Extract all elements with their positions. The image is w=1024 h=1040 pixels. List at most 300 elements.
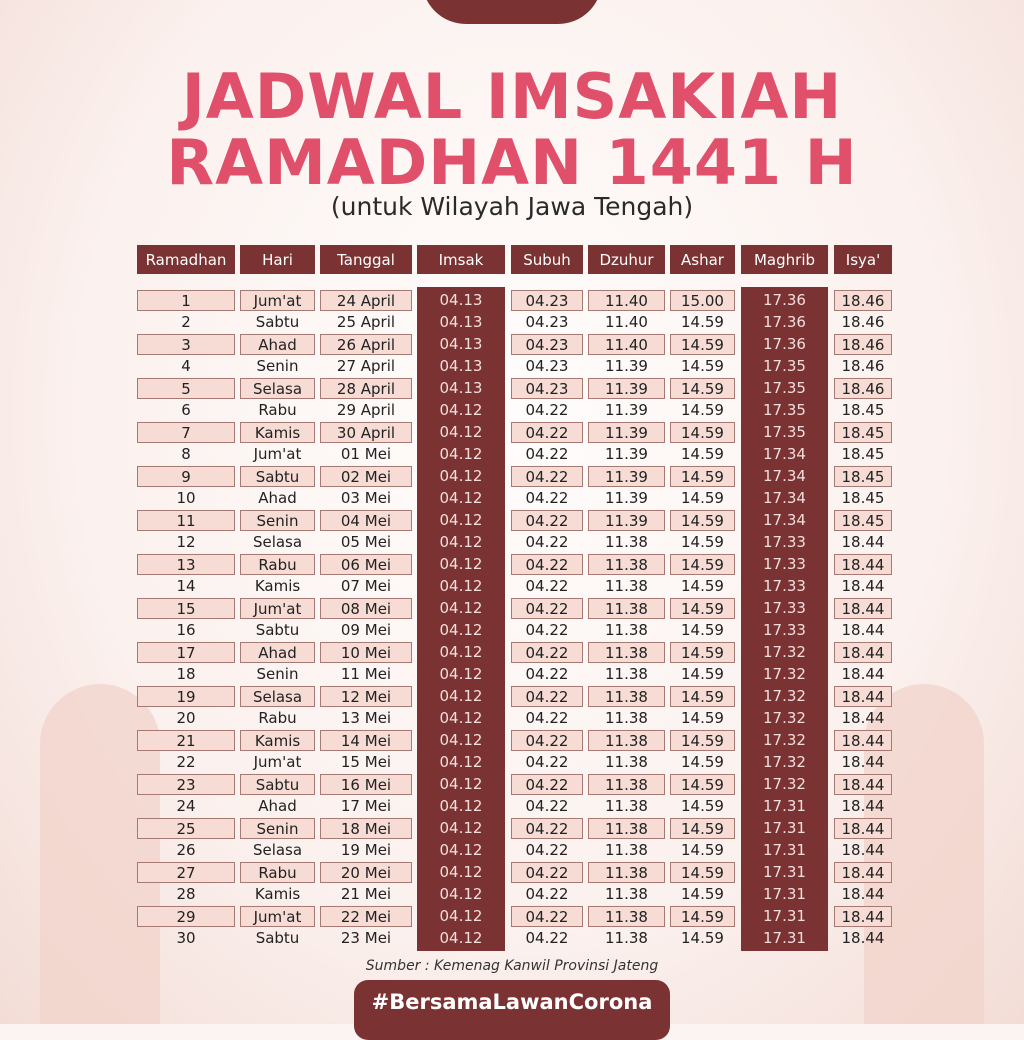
cell-subuh: 04.23 [525,357,569,375]
cell-imsak: 04.12 [439,643,483,661]
cell-ramadhan: 7 [137,422,235,443]
cell-imsak: 04.12 [439,467,483,485]
cell-maghrib: 17.33 [763,555,806,573]
cell-maghrib: 17.34 [763,467,806,485]
cell-hari: Ahad [258,489,297,507]
cell-subuh: 04.22 [511,554,583,575]
cell-maghrib: 17.31 [763,841,806,859]
cell-tanggal: 23 Mei [340,929,392,947]
cell-subuh: 04.22 [525,577,569,595]
cell-isya: 18.44 [834,642,892,663]
cell-tanggal: 27 April [336,357,396,375]
table-row [0,620,1024,642]
cell-hari: Senin [240,818,315,839]
cell-ashar: 14.59 [670,466,735,487]
cell-isya: 18.45 [841,401,885,419]
cell-ashar: 14.59 [681,841,724,859]
cell-subuh: 04.23 [511,378,583,399]
cell-maghrib: 17.33 [763,577,806,595]
cell-hari: Sabtu [240,774,315,795]
cell-imsak: 04.12 [439,753,483,771]
cell-maghrib: 17.35 [763,423,806,441]
cell-maghrib: 17.35 [763,401,806,419]
cell-maghrib: 17.32 [763,643,806,661]
cell-dzuhur: 11.38 [588,642,665,663]
cell-dzuhur: 11.38 [605,577,648,595]
table-row [0,686,1024,708]
cell-ashar: 14.59 [670,598,735,619]
cell-maghrib: 17.36 [763,291,806,309]
cell-ashar: 14.59 [670,862,735,883]
title-line-2: RAMADHAN 1441 H [166,126,858,199]
cell-ramadhan: 17 [137,642,235,663]
header-ashar: Ashar [670,245,735,274]
cell-subuh: 04.22 [525,401,569,419]
cell-hari: Ahad [258,797,297,815]
cell-imsak: 04.12 [439,841,483,859]
cell-ashar: 14.59 [670,818,735,839]
cell-subuh: 04.22 [525,489,569,507]
table-row [0,862,1024,884]
cell-ashar: 14.59 [670,554,735,575]
cell-isya: 18.44 [841,841,885,859]
cell-ramadhan: 12 [176,533,196,551]
cell-ashar: 14.59 [681,665,724,683]
cell-hari: Rabu [240,862,315,883]
cell-maghrib: 17.33 [763,621,806,639]
table-row [0,466,1024,488]
cell-isya: 18.45 [834,422,892,443]
table-row [0,796,1024,818]
cell-imsak: 04.13 [439,357,483,375]
cell-imsak: 04.13 [439,313,483,331]
table-row [0,554,1024,576]
cell-subuh: 04.22 [525,885,569,903]
cell-ashar: 14.59 [670,422,735,443]
cell-maghrib: 17.31 [763,929,806,947]
table-row [0,312,1024,334]
cell-imsak: 04.12 [439,907,483,925]
cell-ashar: 14.59 [681,313,724,331]
cell-dzuhur: 11.38 [588,818,665,839]
cell-subuh: 04.22 [525,445,569,463]
cell-dzuhur: 11.38 [605,709,648,727]
cell-tanggal: 25 April [336,313,396,331]
cell-maghrib: 17.32 [763,709,806,727]
cell-isya: 18.45 [834,466,892,487]
cell-maghrib: 17.34 [763,445,806,463]
cell-maghrib: 17.34 [763,489,806,507]
cell-maghrib: 17.32 [763,775,806,793]
cell-tanggal: 01 Mei [340,445,392,463]
cell-subuh: 04.22 [525,797,569,815]
cell-subuh: 04.22 [511,510,583,531]
table-row [0,510,1024,532]
table-row [0,576,1024,598]
cell-isya: 18.44 [834,730,892,751]
cell-isya: 18.44 [841,577,885,595]
cell-isya: 18.45 [841,489,885,507]
table-row [0,906,1024,928]
cell-ramadhan: 24 [176,797,196,815]
cell-ramadhan: 8 [181,445,191,463]
cell-ashar: 14.59 [681,445,724,463]
cell-maghrib: 17.32 [763,731,806,749]
cell-tanggal: 29 April [336,401,396,419]
cell-tanggal: 05 Mei [340,533,392,551]
cell-ashar: 14.59 [681,357,724,375]
cell-hari: Rabu [240,554,315,575]
cell-imsak: 04.12 [439,731,483,749]
cell-ramadhan: 14 [176,577,196,595]
cell-dzuhur: 11.39 [588,466,665,487]
cell-hari: Selasa [252,533,303,551]
table-row [0,840,1024,862]
cell-tanggal: 03 Mei [340,489,392,507]
cell-tanggal: 30 April [320,422,412,443]
cell-ashar: 14.59 [681,489,724,507]
cell-dzuhur: 11.39 [605,357,648,375]
header-maghrib: Maghrib [741,245,828,274]
cell-ashar: 14.59 [681,753,724,771]
cell-tanggal: 04 Mei [320,510,412,531]
cell-dzuhur: 11.38 [588,862,665,883]
cell-dzuhur: 11.38 [588,774,665,795]
cell-ashar: 14.59 [681,929,724,947]
cell-ashar: 14.59 [670,334,735,355]
cell-isya: 18.46 [841,313,885,331]
cell-ramadhan: 1 [137,290,235,311]
cell-dzuhur: 11.38 [605,665,648,683]
cell-imsak: 04.12 [439,775,483,793]
cell-imsak: 04.12 [439,819,483,837]
cell-isya: 18.44 [834,906,892,927]
cell-tanggal: 28 April [320,378,412,399]
cell-hari: Ahad [240,642,315,663]
cell-hari: Kamis [254,577,301,595]
subtitle: (untuk Wilayah Jawa Tengah) [330,192,694,221]
cell-subuh: 04.22 [511,818,583,839]
cell-maghrib: 17.33 [763,599,806,617]
table-row [0,752,1024,774]
cell-hari: Kamis [240,730,315,751]
cell-ramadhan: 11 [137,510,235,531]
cell-imsak: 04.12 [439,709,483,727]
cell-isya: 18.46 [841,357,885,375]
cell-hari: Jum'at [240,906,315,927]
cell-hari: Sabtu [255,313,300,331]
cell-ramadhan: 30 [176,929,196,947]
cell-hari: Jum'at [253,445,302,463]
top-dome-ornament [422,0,602,24]
cell-tanggal: 17 Mei [340,797,392,815]
table-row [0,290,1024,312]
cell-hari: Selasa [252,841,303,859]
cell-imsak: 04.12 [439,511,483,529]
table-row [0,730,1024,752]
cell-dzuhur: 11.38 [605,621,648,639]
cell-tanggal: 02 Mei [320,466,412,487]
cell-hari: Senin [240,510,315,531]
cell-dzuhur: 11.38 [605,841,648,859]
cell-ramadhan: 22 [176,753,196,771]
cell-hari: Sabtu [255,929,300,947]
cell-tanggal: 19 Mei [340,841,392,859]
cell-ashar: 14.59 [670,642,735,663]
cell-subuh: 04.22 [525,665,569,683]
cell-imsak: 04.13 [439,379,483,397]
cell-tanggal: 07 Mei [340,577,392,595]
cell-subuh: 04.22 [525,929,569,947]
title-line-1: JADWAL IMSAKIAH [181,60,843,133]
cell-dzuhur: 11.38 [605,885,648,903]
cell-imsak: 04.12 [439,863,483,881]
cell-subuh: 04.22 [511,862,583,883]
cell-isya: 18.44 [841,533,885,551]
header-dzuhur: Dzuhur [588,245,665,274]
cell-ashar: 14.59 [681,577,724,595]
cell-subuh: 04.22 [511,730,583,751]
table-row [0,928,1024,950]
cell-dzuhur: 11.40 [588,290,665,311]
cell-maghrib: 17.31 [763,863,806,881]
cell-imsak: 04.12 [439,599,483,617]
cell-ashar: 14.59 [681,621,724,639]
cell-subuh: 04.22 [511,906,583,927]
cell-tanggal: 10 Mei [320,642,412,663]
cell-subuh: 04.22 [525,753,569,771]
cell-tanggal: 09 Mei [340,621,392,639]
cell-maghrib: 17.31 [763,907,806,925]
cell-maghrib: 17.35 [763,357,806,375]
cell-dzuhur: 11.38 [605,533,648,551]
cell-tanggal: 22 Mei [320,906,412,927]
cell-isya: 18.44 [841,929,885,947]
cell-isya: 18.44 [834,686,892,707]
cell-imsak: 04.12 [439,445,483,463]
cell-tanggal: 20 Mei [320,862,412,883]
cell-ramadhan: 10 [176,489,196,507]
cell-ramadhan: 21 [137,730,235,751]
cell-hari: Senin [256,357,299,375]
cell-isya: 18.44 [834,554,892,575]
cell-dzuhur: 11.38 [605,753,648,771]
cell-ramadhan: 13 [137,554,235,575]
cell-hari: Jum'at [240,598,315,619]
cell-dzuhur: 11.39 [588,422,665,443]
cell-hari: Ahad [240,334,315,355]
cell-dzuhur: 11.38 [605,929,648,947]
cell-imsak: 04.12 [439,621,483,639]
table-row [0,356,1024,378]
cell-dzuhur: 11.38 [588,906,665,927]
header-imsak: Imsak [417,245,505,274]
cell-imsak: 04.12 [439,555,483,573]
cell-tanggal: 26 April [320,334,412,355]
cell-ramadhan: 6 [181,401,191,419]
cell-imsak: 04.13 [439,291,483,309]
cell-isya: 18.45 [834,510,892,531]
cell-tanggal: 15 Mei [340,753,392,771]
cell-hari: Kamis [254,885,301,903]
cell-subuh: 04.22 [511,466,583,487]
header-subuh: Subuh [511,245,583,274]
header-tanggal: Tanggal [320,245,412,274]
cell-ashar: 14.59 [681,709,724,727]
cell-isya: 18.44 [841,753,885,771]
cell-subuh: 04.23 [525,313,569,331]
cell-isya: 18.44 [841,797,885,815]
cell-imsak: 04.12 [439,423,483,441]
cell-imsak: 04.12 [439,577,483,595]
cell-ashar: 14.59 [681,797,724,815]
cell-ramadhan: 20 [176,709,196,727]
cell-ashar: 14.59 [670,774,735,795]
table-row [0,488,1024,510]
header-ramadhan: Ramadhan [137,245,235,274]
cell-isya: 18.44 [841,665,885,683]
cell-ashar: 14.59 [681,533,724,551]
table-row [0,774,1024,796]
cell-hari: Selasa [240,686,315,707]
table-row [0,422,1024,444]
cell-dzuhur: 11.38 [588,598,665,619]
cell-isya: 18.46 [834,378,892,399]
cell-ashar: 14.59 [670,378,735,399]
cell-imsak: 04.12 [439,929,483,947]
cell-maghrib: 17.34 [763,511,806,529]
cell-hari: Senin [256,665,299,683]
cell-maghrib: 17.32 [763,665,806,683]
cell-dzuhur: 11.38 [588,554,665,575]
cell-ramadhan: 9 [137,466,235,487]
cell-hari: Rabu [258,401,297,419]
cell-hari: Kamis [240,422,315,443]
table-row [0,532,1024,554]
cell-tanggal: 08 Mei [320,598,412,619]
table-row [0,444,1024,466]
header-hari: Hari [240,245,315,274]
cell-imsak: 04.12 [439,687,483,705]
cell-isya: 18.45 [841,445,885,463]
cell-ashar: 14.59 [670,906,735,927]
cell-maghrib: 17.33 [763,533,806,551]
cell-subuh: 04.23 [511,334,583,355]
cell-tanggal: 06 Mei [320,554,412,575]
cell-dzuhur: 11.39 [605,445,648,463]
cell-subuh: 04.22 [511,686,583,707]
table-row [0,708,1024,730]
cell-dzuhur: 11.39 [588,510,665,531]
cell-isya: 18.44 [834,862,892,883]
cell-dzuhur: 11.39 [588,378,665,399]
cell-ashar: 14.59 [681,885,724,903]
table-row [0,818,1024,840]
cell-subuh: 04.22 [525,841,569,859]
cell-imsak: 04.12 [439,885,483,903]
cell-ashar: 14.59 [670,686,735,707]
cell-ashar: 14.59 [670,730,735,751]
cell-tanggal: 13 Mei [340,709,392,727]
cell-ramadhan: 18 [176,665,196,683]
table-row [0,664,1024,686]
cell-maghrib: 17.32 [763,687,806,705]
cell-hari: Sabtu [255,621,300,639]
cell-isya: 18.44 [834,774,892,795]
cell-ramadhan: 28 [176,885,196,903]
source-note: Sumber : Kemenag Kanwil Provinsi Jateng [365,958,659,974]
table-row [0,642,1024,664]
cell-ramadhan: 2 [181,313,191,331]
cell-ramadhan: 15 [137,598,235,619]
cell-ramadhan: 4 [181,357,191,375]
cell-maghrib: 17.31 [763,819,806,837]
cell-tanggal: 12 Mei [320,686,412,707]
cell-maghrib: 17.31 [763,797,806,815]
cell-dzuhur: 11.38 [588,730,665,751]
hashtag-banner: #BersamaLawanCorona [354,980,670,1040]
cell-subuh: 04.22 [525,533,569,551]
cell-imsak: 04.13 [439,335,483,353]
cell-tanggal: 14 Mei [320,730,412,751]
cell-isya: 18.46 [834,334,892,355]
cell-isya: 18.44 [834,818,892,839]
cell-maghrib: 17.35 [763,379,806,397]
cell-ramadhan: 29 [137,906,235,927]
cell-dzuhur: 11.39 [605,401,648,419]
table-row [0,884,1024,906]
cell-tanggal: 11 Mei [340,665,392,683]
cell-dzuhur: 11.39 [605,489,648,507]
cell-isya: 18.46 [834,290,892,311]
cell-dzuhur: 11.38 [588,686,665,707]
cell-subuh: 04.22 [511,422,583,443]
cell-subuh: 04.22 [511,774,583,795]
cell-hari: Sabtu [240,466,315,487]
cell-imsak: 04.12 [439,489,483,507]
table-row [0,598,1024,620]
cell-ashar: 15.00 [670,290,735,311]
cell-ramadhan: 3 [137,334,235,355]
table-row [0,378,1024,400]
cell-ashar: 14.59 [670,510,735,531]
cell-ramadhan: 16 [176,621,196,639]
cell-tanggal: 21 Mei [340,885,392,903]
cell-subuh: 04.22 [525,621,569,639]
cell-maghrib: 17.36 [763,335,806,353]
cell-tanggal: 16 Mei [320,774,412,795]
cell-maghrib: 17.31 [763,885,806,903]
cell-isya: 18.44 [834,598,892,619]
cell-subuh: 04.22 [511,642,583,663]
cell-hari: Jum'at [253,753,302,771]
cell-isya: 18.44 [841,621,885,639]
cell-hari: Jum'at [240,290,315,311]
cell-ramadhan: 19 [137,686,235,707]
table-row [0,400,1024,422]
cell-imsak: 04.12 [439,797,483,815]
cell-imsak: 04.12 [439,533,483,551]
cell-ramadhan: 26 [176,841,196,859]
cell-subuh: 04.22 [525,709,569,727]
cell-isya: 18.44 [841,885,885,903]
cell-subuh: 04.23 [511,290,583,311]
cell-ramadhan: 25 [137,818,235,839]
cell-isya: 18.44 [841,709,885,727]
header-isya: Isya' [834,245,892,274]
cell-imsak: 04.12 [439,665,483,683]
cell-dzuhur: 11.40 [588,334,665,355]
